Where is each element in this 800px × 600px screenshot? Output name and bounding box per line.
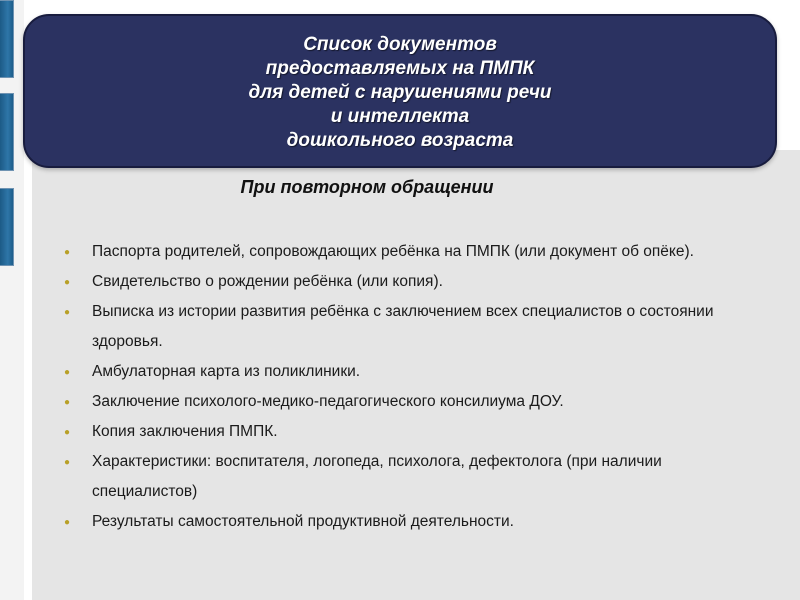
list-item-text: Паспорта родителей, сопровождающих ребёнка на ПМПК (или документ об опёке). bbox=[92, 243, 694, 260]
left-decor-tab bbox=[0, 93, 14, 171]
list-item bbox=[64, 447, 754, 507]
list-item-text: Свидетельство о рождении ребёнка (или копия). bbox=[92, 273, 443, 290]
list-item bbox=[64, 267, 754, 297]
bullet-icon: ● bbox=[64, 367, 71, 378]
list-item-text: Заключение психолого-медико-педагогического консилиума ДОУ. bbox=[92, 393, 564, 410]
list-item-text: Характеристики: воспитателя, логопеда, психолога, дефектолога (при наличии специалистов) bbox=[92, 453, 662, 500]
bullet-icon: ● bbox=[64, 517, 71, 528]
bullet-icon: ● bbox=[64, 307, 71, 318]
list-item-text: Выписка из истории развития ребёнка с заключением всех специалистов о состоянии здоровья. bbox=[92, 303, 714, 350]
left-decor-strip bbox=[0, 0, 24, 600]
header-title-line: и интеллекта bbox=[330, 106, 470, 127]
header-title-line: для детей с нарушениями речи bbox=[248, 82, 552, 103]
list-item bbox=[64, 357, 754, 387]
header-title-line: Список документов bbox=[303, 34, 497, 55]
bullet-icon: ● bbox=[64, 397, 71, 408]
section-subtitle: При повторном обращении bbox=[240, 177, 494, 197]
bullet-icon: ● bbox=[64, 457, 71, 468]
list-item-text: Амбулаторная карта из поликлиники. bbox=[92, 363, 361, 380]
bullet-icon: ● bbox=[64, 247, 71, 258]
list-item bbox=[64, 417, 754, 447]
documents-list bbox=[64, 237, 754, 537]
list-item bbox=[64, 297, 754, 357]
header-title-line: дошкольного возраста bbox=[286, 130, 514, 151]
bullet-icon: ● bbox=[64, 427, 71, 438]
bullet-icon: ● bbox=[64, 277, 71, 288]
left-decor-tab bbox=[0, 0, 14, 78]
header-panel bbox=[23, 14, 777, 168]
left-decor-tab bbox=[0, 188, 14, 266]
list-item bbox=[64, 387, 754, 417]
header-title-line: предоставляемых на ПМПК bbox=[265, 58, 535, 79]
list-item bbox=[64, 507, 754, 537]
list-item bbox=[64, 237, 754, 267]
list-item-text: Результаты самостоятельной продуктивной деятельности. bbox=[92, 513, 514, 530]
list-item-text: Копия заключения ПМПК. bbox=[92, 423, 278, 440]
